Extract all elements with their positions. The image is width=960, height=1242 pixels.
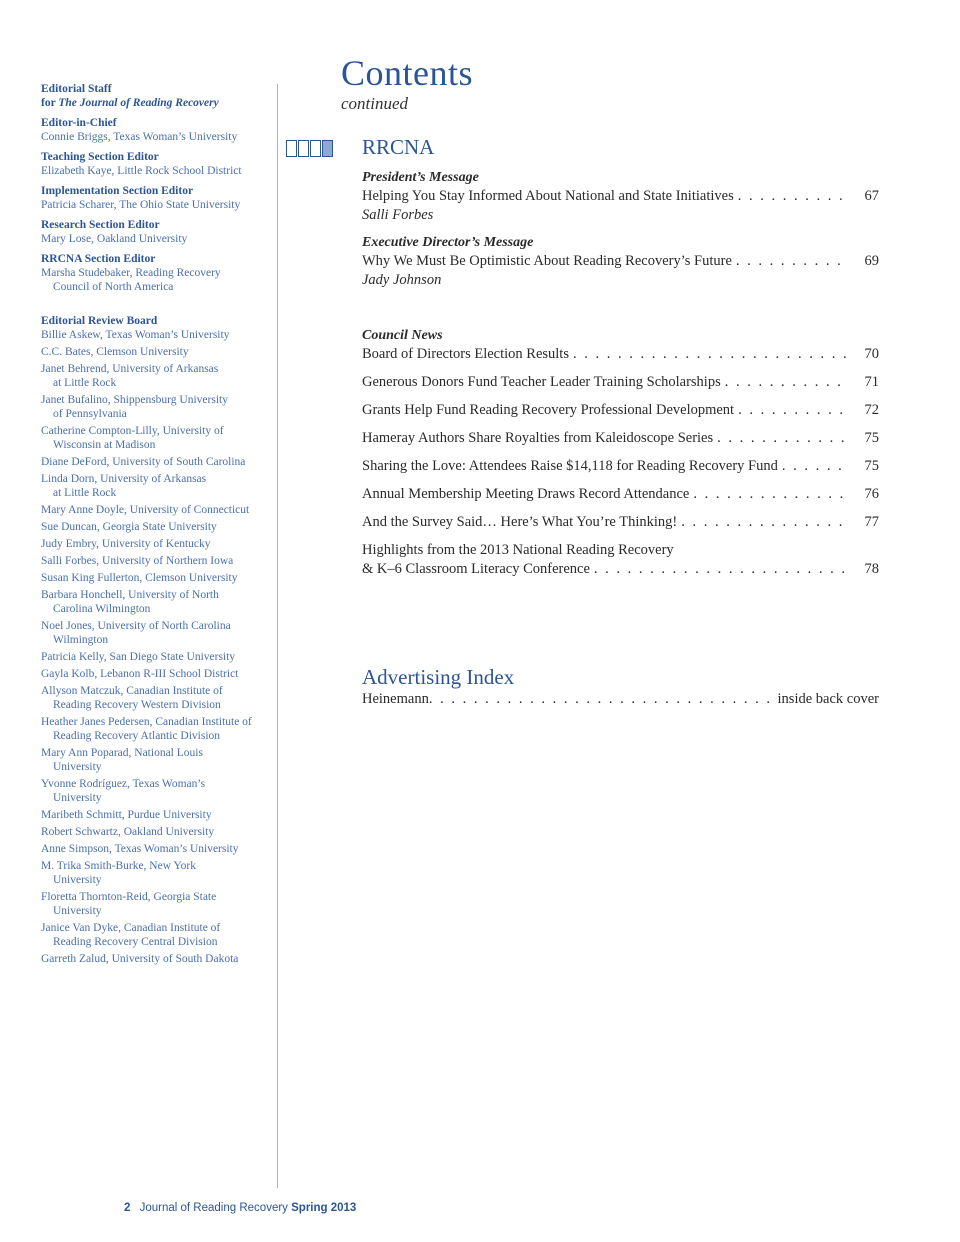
category-executive-message: Executive Director’s Message bbox=[362, 235, 534, 250]
reviewer-entry bbox=[41, 424, 273, 452]
footer-season: Spring 2013 bbox=[291, 1202, 357, 1214]
toc-entry-council-news[interactable] bbox=[362, 457, 879, 476]
toc-entry-page: 69 bbox=[864, 253, 879, 269]
reviewer-entry bbox=[41, 362, 273, 390]
leader-dots bbox=[782, 457, 847, 476]
reviewer-name: Janet Behrend, University of Arkansas bbox=[41, 363, 219, 375]
reviewer-entry bbox=[41, 650, 273, 664]
footer-journal: Journal of Reading Recovery bbox=[139, 1202, 288, 1214]
marker-box-icon bbox=[286, 140, 297, 157]
reviewer-name: Robert Schwartz, Oakland University bbox=[41, 826, 215, 838]
toc-entry-title: Heinemann bbox=[362, 691, 429, 707]
reviewer-name: Noel Jones, University of North Carolina bbox=[41, 620, 231, 632]
reviewer-entry bbox=[41, 588, 273, 616]
reviewer-entry bbox=[41, 667, 273, 681]
role-implementation-editor bbox=[41, 184, 273, 212]
reviewer-name-cont: Reading Recovery Central Division bbox=[53, 936, 218, 948]
toc-entry-council-news[interactable] bbox=[362, 429, 879, 448]
reviewer-name: Janet Bufalino, Shippensburg University bbox=[41, 394, 228, 406]
toc-entry-title: Generous Donors Fund Teacher Leader Training Scholarships bbox=[362, 374, 721, 390]
toc-entry-page: 78 bbox=[864, 561, 879, 577]
journal-name: The Journal of Reading Recovery bbox=[58, 97, 219, 109]
role-teaching-editor bbox=[41, 150, 273, 178]
editorial-sidebar bbox=[41, 82, 273, 969]
leader-dots bbox=[738, 401, 847, 420]
role-label: Teaching Section Editor bbox=[41, 151, 159, 163]
reviewer-name-cont: at Little Rock bbox=[53, 487, 117, 499]
reviewer-name: Yvonne Rodríguez, Texas Woman’s bbox=[41, 778, 206, 790]
toc-entry-title: Helping You Stay Informed About National and State Initiatives bbox=[362, 188, 734, 204]
leader-dots bbox=[738, 187, 847, 206]
toc-entry-title: Board of Directors Election Results bbox=[362, 346, 569, 362]
reviewer-name-cont: of Pennsylvania bbox=[53, 408, 127, 420]
toc-entry-page: 76 bbox=[864, 486, 879, 502]
reviewer-entry bbox=[41, 777, 273, 805]
reviewer-name: Diane DeFord, University of South Carolina bbox=[41, 456, 246, 468]
reviewer-name-cont: at Little Rock bbox=[53, 377, 117, 389]
reviewer-entry bbox=[41, 503, 273, 517]
staff-heading-prefix: for bbox=[41, 97, 59, 109]
role-person: Mary Lose, Oakland University bbox=[41, 233, 188, 245]
column-divider bbox=[277, 84, 278, 1188]
role-label: Editor-in-Chief bbox=[41, 117, 117, 129]
toc-entry-title-line-1: Highlights from the 2013 National Reading Recovery bbox=[362, 542, 674, 558]
reviewer-name-cont: Reading Recovery Western Division bbox=[53, 699, 221, 711]
reviewer-entry bbox=[41, 684, 273, 712]
reviewer-name-cont: Wisconsin at Madison bbox=[53, 439, 156, 451]
reviewer-name: M. Trika Smith-Burke, New York bbox=[41, 860, 196, 872]
reviewer-entry bbox=[41, 393, 273, 421]
section-marker-icon bbox=[286, 140, 333, 157]
toc-entry-page: 77 bbox=[864, 514, 879, 530]
toc-entry-title: Hameray Authors Share Royalties from Kaleidoscope Series bbox=[362, 430, 714, 446]
category-presidents-message: President’s Message bbox=[362, 170, 479, 185]
toc-entry-author: Salli Forbes bbox=[362, 207, 434, 223]
role-person-line-1: Marsha Studebaker, Reading Recovery bbox=[41, 267, 221, 279]
role-person: Connie Briggs, Texas Woman’s University bbox=[41, 131, 238, 143]
reviewer-name: Janice Van Dyke, Canadian Institute of bbox=[41, 922, 221, 934]
role-rrcna-editor bbox=[41, 252, 273, 294]
reviewer-name: Judy Embry, University of Kentucky bbox=[41, 538, 211, 550]
section-heading-advertising: Advertising Index bbox=[362, 665, 515, 689]
toc-entry-council-news[interactable] bbox=[362, 401, 879, 420]
toc-entry-title: Why We Must Be Optimistic About Reading Recovery’s Future bbox=[362, 253, 732, 269]
reviewer-name: Catherine Compton-Lilly, University of bbox=[41, 425, 224, 437]
reviewer-name-cont: University bbox=[53, 792, 102, 804]
toc-entry-page: 71 bbox=[864, 374, 879, 390]
toc-entry-page: 75 bbox=[864, 458, 879, 474]
reviewer-name: Linda Dorn, University of Arkansas bbox=[41, 473, 207, 485]
reviewer-entry bbox=[41, 520, 273, 534]
role-research-editor bbox=[41, 218, 273, 246]
reviewer-name: Mary Anne Doyle, University of Connecticut bbox=[41, 504, 250, 516]
reviewer-entry bbox=[41, 825, 273, 839]
reviewer-entry bbox=[41, 952, 273, 966]
role-label: Research Section Editor bbox=[41, 219, 160, 231]
toc-entry-council-news[interactable] bbox=[362, 513, 879, 532]
reviewer-entry bbox=[41, 715, 273, 743]
role-label: Implementation Section Editor bbox=[41, 185, 194, 197]
toc-entry-page: 67 bbox=[864, 188, 879, 204]
reviewer-name-cont: Reading Recovery Atlantic Division bbox=[53, 730, 221, 742]
reviewer-name: Gayla Kolb, Lebanon R-III School District bbox=[41, 668, 239, 680]
reviewer-entry bbox=[41, 472, 273, 500]
reviewer-name: Allyson Matczuk, Canadian Institute of bbox=[41, 685, 223, 697]
reviewer-name: Billie Askew, Texas Woman’s University bbox=[41, 329, 230, 341]
reviewer-name: C.C. Bates, Clemson University bbox=[41, 346, 189, 358]
toc-entry-title: And the Survey Said… Here’s What You’re Thinking! bbox=[362, 514, 678, 530]
reviewer-name-cont: Wilmington bbox=[53, 634, 109, 646]
role-person: Elizabeth Kaye, Little Rock School District bbox=[41, 165, 242, 177]
reviewer-name: Patricia Kelly, San Diego State University bbox=[41, 651, 236, 663]
toc-entry-author: Jady Johnson bbox=[362, 272, 442, 288]
reviewer-entry bbox=[41, 328, 273, 342]
category-council-news: Council News bbox=[362, 328, 443, 343]
reviewer-name: Salli Forbes, University of Northern Iowa bbox=[41, 555, 234, 567]
leader-dots bbox=[736, 252, 847, 271]
leader-dots bbox=[594, 560, 847, 579]
reviewer-entry bbox=[41, 859, 273, 887]
marker-box-filled-icon bbox=[322, 140, 333, 157]
leader-dots bbox=[429, 690, 776, 709]
toc-entry-page: 75 bbox=[864, 430, 879, 446]
toc-entry-advertising[interactable] bbox=[362, 690, 879, 709]
review-board-list bbox=[41, 328, 273, 966]
role-person: Patricia Scharer, The Ohio State University bbox=[41, 199, 241, 211]
reviewer-name: Maribeth Schmitt, Purdue University bbox=[41, 809, 212, 821]
reviewer-entry bbox=[41, 842, 273, 856]
role-person-line-2: Council of North America bbox=[53, 281, 174, 293]
toc-entry-page: 72 bbox=[864, 402, 879, 418]
footer-page-number: 2 bbox=[124, 1202, 131, 1214]
editorial-staff-heading bbox=[41, 82, 273, 110]
page-title: Contents bbox=[341, 53, 474, 93]
page-subtitle: continued bbox=[341, 94, 409, 113]
toc-entry-executive-message[interactable] bbox=[362, 252, 879, 290]
leader-dots bbox=[717, 429, 847, 448]
marker-box-icon bbox=[310, 140, 321, 157]
reviewer-name-cont: University bbox=[53, 874, 102, 886]
reviewer-entry bbox=[41, 537, 273, 551]
toc-entry-title: Grants Help Fund Reading Recovery Professional Development bbox=[362, 402, 735, 418]
reviewer-entry bbox=[41, 571, 273, 585]
toc-entry-page: inside back cover bbox=[777, 691, 879, 707]
reviewer-name: Susan King Fullerton, Clemson University bbox=[41, 572, 238, 584]
toc-entry-page: 70 bbox=[864, 346, 879, 362]
reviewer-name-cont: Carolina Wilmington bbox=[53, 603, 151, 615]
reviewer-name-cont: University bbox=[53, 905, 102, 917]
reviewer-entry bbox=[41, 455, 273, 469]
leader-dots bbox=[725, 373, 847, 392]
leader-dots bbox=[681, 513, 847, 532]
review-board-heading: Editorial Review Board bbox=[41, 315, 158, 327]
reviewer-entry bbox=[41, 345, 273, 359]
leader-dots bbox=[693, 485, 847, 504]
reviewer-name: Garreth Zalud, University of South Dakota bbox=[41, 953, 239, 965]
reviewer-name: Floretta Thornton-Reid, Georgia State bbox=[41, 891, 217, 903]
toc-entry-title: & K–6 Classroom Literacy Conference bbox=[362, 561, 590, 577]
toc-entry-presidents-message[interactable] bbox=[362, 187, 879, 225]
role-editor-in-chief bbox=[41, 116, 273, 144]
staff-heading-line-2 bbox=[41, 96, 273, 110]
toc-entry-council-news[interactable] bbox=[362, 541, 879, 579]
staff-heading-line-1: Editorial Staff bbox=[41, 83, 112, 95]
reviewer-name-cont: University bbox=[53, 761, 102, 773]
reviewer-entry bbox=[41, 619, 273, 647]
reviewer-entry bbox=[41, 746, 273, 774]
page-footer bbox=[124, 1202, 356, 1214]
toc-entry-council-news[interactable] bbox=[362, 485, 879, 504]
reviewer-name: Sue Duncan, Georgia State University bbox=[41, 521, 217, 533]
reviewer-entry bbox=[41, 921, 273, 949]
toc-entry-council-news[interactable] bbox=[362, 345, 879, 364]
reviewer-entry bbox=[41, 554, 273, 568]
reviewer-name: Heather Janes Pedersen, Canadian Institute of bbox=[41, 716, 252, 728]
role-label: RRCNA Section Editor bbox=[41, 253, 156, 265]
role-person bbox=[41, 266, 273, 294]
toc-entry-title: Annual Membership Meeting Draws Record Attendance bbox=[362, 486, 690, 502]
reviewer-name: Barbara Honchell, University of North bbox=[41, 589, 219, 601]
section-heading-rrcna: RRCNA bbox=[362, 135, 435, 159]
reviewer-entry bbox=[41, 890, 273, 918]
marker-box-icon bbox=[298, 140, 309, 157]
leader-dots bbox=[573, 345, 847, 364]
toc-entry-title: Sharing the Love: Attendees Raise $14,118 for Reading Recovery Fund bbox=[362, 458, 778, 474]
reviewer-name: Anne Simpson, Texas Woman’s University bbox=[41, 843, 239, 855]
toc-entry-council-news[interactable] bbox=[362, 373, 879, 392]
reviewer-entry bbox=[41, 808, 273, 822]
reviewer-name: Mary Ann Poparad, National Louis bbox=[41, 747, 203, 759]
